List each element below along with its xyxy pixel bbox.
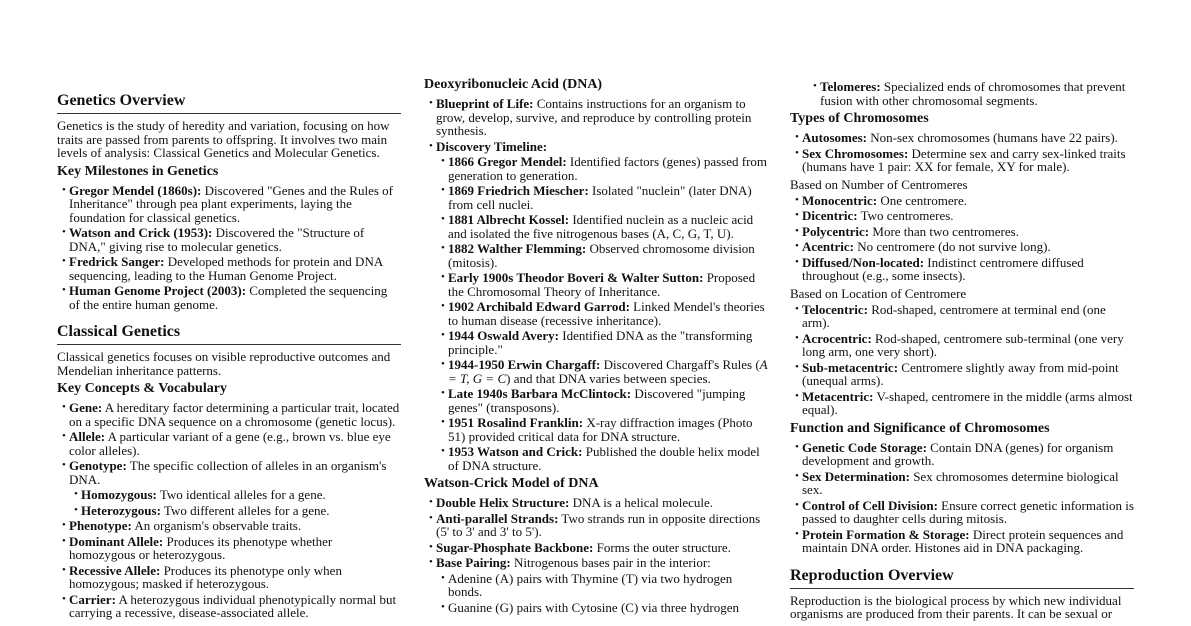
desc: Guanine (G) pairs with Cytosine (C) via three hydrogen (448, 599, 739, 615)
desc: Two centromeres. (857, 208, 954, 223)
desc: Produces its phenotype only when homozygous; masked if heterozygous. (69, 562, 342, 591)
list-item (69, 504, 401, 518)
term: Sub-metacentric: (802, 359, 899, 375)
types-heading: Types of Chromosomes (790, 111, 929, 126)
list-item (790, 256, 1134, 283)
desc: A particular variant of a gene (e.g., brown vs. blue eye color alleles). (69, 429, 391, 458)
list-item (57, 535, 401, 562)
term: Anti-parallel Strands: (436, 510, 559, 526)
list-item (790, 361, 1134, 388)
types-list (790, 131, 1134, 174)
desc: X-ray diffraction images (Photo 51) provided critical data for DNA structure. (448, 415, 753, 444)
desc: Non-sex chromosomes (humans have 22 pairs). (867, 130, 1118, 145)
desc: Proposed the Chromosomal Theory of Inheritance. (448, 270, 756, 299)
column-2 (424, 77, 768, 616)
desc: DNA is a helical molecule. (569, 495, 714, 510)
desc: Forms the outer structure. (593, 539, 731, 555)
term: 1866 Gregor Mendel: (448, 154, 567, 169)
list-item (436, 300, 768, 327)
list-item (790, 209, 1134, 223)
list-item (57, 459, 401, 486)
term: Double Helix Structure: (436, 495, 570, 510)
desc: Rod-shaped, centromere sub-terminal (one very long arm, one very short). (802, 330, 1124, 359)
term: Sugar-Phosphate Backbone: (436, 539, 594, 555)
desc: Determine sex and carry sex-linked traits (humans have 1 pair: XX for female, XY for male). (802, 145, 1126, 174)
term: Telomeres: (820, 79, 881, 94)
watson-crick-list (424, 496, 768, 614)
term: Genotype: (69, 458, 127, 473)
dna-heading: Deoxyribonucleic Acid (DNA) (424, 77, 603, 92)
list-item (57, 564, 401, 591)
desc: Completed the sequencing of the entire human genome. (69, 283, 388, 312)
watson-crick-heading: Watson-Crick Model of DNA (424, 476, 599, 491)
term: Homozygous: (81, 487, 157, 502)
desc: Discovered "Genes and the Rules of Inheritance" through pea plant experiments, laying the foundation for classical genetics. (69, 182, 393, 225)
column-1 (57, 92, 401, 622)
dna-list (424, 97, 768, 472)
list-item (424, 541, 768, 555)
list-item (69, 488, 401, 502)
list-item (790, 240, 1134, 254)
desc: Identified nuclein as a nucleic acid and isolated the five nitrogenous bases (A, C, G, T, U). (448, 212, 754, 241)
list-item (436, 242, 768, 269)
desc: Discovered "jumping genes" (transposons). (448, 386, 746, 415)
desc: Indistinct centromere diffused throughout (e.g., some insects). (802, 254, 1084, 283)
desc: Contain DNA (genes) for organism development and growth. (802, 439, 1114, 468)
list-item (790, 499, 1134, 526)
desc: Developed methods for protein and DNA sequencing, leading to the Human Genome Project. (69, 254, 383, 283)
desc: More than two centromeres. (869, 223, 1019, 239)
term: Telocentric: (802, 301, 868, 317)
term: 1951 Rosalind Franklin: (448, 415, 584, 430)
list-item (436, 387, 768, 414)
term: Polycentric: (802, 223, 870, 239)
term: Early 1900s Theodor Boveri & Walter Sutton: (448, 270, 704, 285)
list-item (57, 226, 401, 253)
term: Genetic Code Storage: (802, 439, 927, 455)
term: 1881 Albrecht Kossel: (448, 212, 570, 227)
desc: Ensure correct genetic information is passed to daughter cells during mitosis. (802, 497, 1134, 526)
desc: Discovered Chargaff's Rules ( (600, 357, 760, 372)
term: Allele: (69, 429, 106, 444)
desc: Discovered the "Structure of DNA," giving rise to molecular genetics. (69, 225, 365, 254)
list-item (790, 131, 1134, 145)
list-item (790, 528, 1134, 555)
list-item (424, 512, 768, 539)
desc: Contains instructions for an organism to grow, develop, survive, and reproduce by controlling protein synthesis. (436, 96, 752, 138)
list-item (790, 441, 1134, 468)
term: Heterozygous: (81, 502, 161, 518)
list-item (436, 416, 768, 443)
term: Autosomes: (802, 130, 867, 145)
list-item (790, 194, 1134, 208)
term: Blueprint of Life: (436, 96, 534, 111)
desc: No centromere (do not survive long). (853, 239, 1051, 254)
term: 1944 Oswald Avery: (448, 328, 559, 343)
list-item (790, 303, 1134, 330)
list-item (57, 519, 401, 533)
list-item (57, 284, 401, 311)
desc: Sex chromosomes determine biological sex. (802, 468, 1119, 497)
term: Base Pairing: (436, 555, 511, 570)
function-list (790, 441, 1134, 555)
list-item (57, 184, 401, 225)
desc: Linked Mendel's theories to human disease (recessive inheritance). (448, 299, 765, 328)
chargaff-rule-math: A = T, G = C (448, 357, 768, 386)
list-item (57, 255, 401, 282)
timeline-label: Discovery Timeline: (436, 138, 548, 154)
list-item (790, 470, 1134, 497)
desc: Two identical alleles for a gene. (156, 487, 326, 502)
by-number-heading: Based on Number of Centromeres (790, 176, 968, 192)
desc: Direct protein sequences and maintain DNA order. Histones aid in DNA packaging. (802, 526, 1124, 555)
list-item (57, 401, 401, 428)
list-item (790, 225, 1134, 239)
term: Monocentric: (802, 192, 878, 208)
reproduction-overview-heading: Reproduction Overview (790, 567, 1134, 589)
desc: Produces its phenotype whether homozygous or heterozygous. (69, 533, 333, 562)
by-location-heading: Based on Location of Centromere (790, 285, 967, 301)
desc: Adenine (A) pairs with Thymine (T) via two hydrogen bonds. (448, 570, 733, 599)
list-item (436, 601, 768, 615)
list-item (436, 271, 768, 298)
list-item (808, 80, 1134, 107)
column-3 (790, 80, 1134, 625)
desc: A heterozygous individual phenotypically normal but carrying a recessive, disease-associated allele. (69, 591, 397, 620)
term: Gene: (69, 400, 103, 415)
term: 1944-1950 Erwin Chargaff: (448, 357, 601, 372)
desc: V-shaped, centromere in the middle (arms almost equal). (802, 388, 1133, 417)
term: Protein Formation & Storage: (802, 526, 970, 542)
term: Metacentric: (802, 388, 874, 404)
term: Dicentric: (802, 208, 858, 223)
term: 1882 Walther Flemming: (448, 241, 587, 256)
desc: Identified factors (genes) passed from generation to generation. (448, 154, 768, 183)
term: Sex Chromosomes: (802, 145, 909, 161)
term: Control of Cell Division: (802, 497, 938, 513)
milestones-list (57, 184, 401, 312)
desc: Observed chromosome division (mitosis). (448, 241, 755, 270)
term: Gregor Mendel (1860s): (69, 182, 202, 198)
genetics-overview-heading: Genetics Overview (57, 92, 401, 114)
term: Acentric: (802, 239, 854, 254)
list-item (436, 358, 768, 385)
desc: Rod-shaped, centromere at terminal end (one arm). (802, 301, 1106, 330)
desc: Two different alleles for a gene. (160, 502, 330, 518)
list-item (436, 155, 768, 182)
vocab-list (57, 401, 401, 620)
desc: Isolated "nuclein" (later DNA) from cell nuclei. (448, 183, 752, 212)
desc: Identified DNA as the "transforming principle." (448, 328, 753, 357)
genetics-intro: Genetics is the study of heredity and variation, focusing on how traits are passed from parents to offspring. It involves two main levels of analysis: Classical Genetics and Molecular Genetics. (57, 118, 390, 160)
desc: Published the double helix model of DNA structure. (448, 444, 760, 473)
desc: Specialized ends of chromosomes that prevent fusion with other chromosomal segments. (820, 79, 1126, 108)
desc: Two strands run in opposite directions (5' to 3' and 3' to 5'). (436, 510, 761, 539)
term: Diffused/Non-located: (802, 254, 925, 270)
reproduction-intro: Reproduction is the biological process by which new individual organisms are produced from their parents. It can be sexual or (790, 592, 1122, 621)
desc: Centromere slightly away from mid-point (unequal arms). (802, 359, 1119, 388)
list-item (436, 184, 768, 211)
classical-genetics-heading: Classical Genetics (57, 323, 401, 345)
term: Watson and Crick (1953): (69, 225, 213, 240)
list-item (424, 140, 768, 154)
desc: Nitrogenous bases pair in the interior: (510, 555, 711, 570)
term: Fredrick Sanger: (69, 254, 165, 269)
term: Acrocentric: (802, 330, 872, 346)
list-item (436, 213, 768, 240)
desc: ) and that DNA varies between species. (506, 370, 711, 386)
desc: A hereditary factor determining a particular trait, located on a specific DNA sequence on a chromosome (genetic locus). (69, 400, 400, 429)
list-item (790, 390, 1134, 417)
list-item (424, 496, 768, 510)
function-heading: Function and Significance of Chromosomes (790, 420, 1050, 436)
term: Human Genome Project (2003): (69, 283, 247, 298)
by-location-list (790, 303, 1134, 417)
vocab-heading: Key Concepts & Vocabulary (57, 381, 227, 396)
desc: One centromere. (877, 192, 967, 208)
classical-intro: Classical genetics focuses on visible reproductive outcomes and Mendelian inheritance patterns. (57, 349, 391, 378)
list-item (790, 332, 1134, 359)
term: Recessive Allele: (69, 562, 161, 578)
desc: An organism's observable traits. (131, 518, 302, 533)
list-item (424, 556, 768, 570)
list-item (424, 97, 768, 138)
term: Carrier: (69, 591, 116, 607)
list-item (436, 572, 768, 599)
list-item (436, 329, 768, 356)
list-item (57, 430, 401, 457)
term: 1902 Archibald Edward Garrod: (448, 299, 630, 314)
term: Sex Determination: (802, 468, 910, 484)
term: Phenotype: (69, 518, 132, 533)
telomeres-list (790, 80, 1134, 107)
term: 1869 Friedrich Miescher: (448, 183, 589, 198)
list-item (57, 593, 401, 620)
term: 1953 Watson and Crick: (448, 444, 583, 459)
by-number-list (790, 194, 1134, 283)
milestones-heading: Key Milestones in Genetics (57, 163, 219, 179)
term: Late 1940s Barbara McClintock: (448, 386, 632, 401)
list-item (436, 445, 768, 472)
term: Dominant Allele: (69, 533, 164, 549)
list-item (790, 147, 1134, 174)
desc: The specific collection of alleles in an organism's DNA. (69, 458, 387, 487)
